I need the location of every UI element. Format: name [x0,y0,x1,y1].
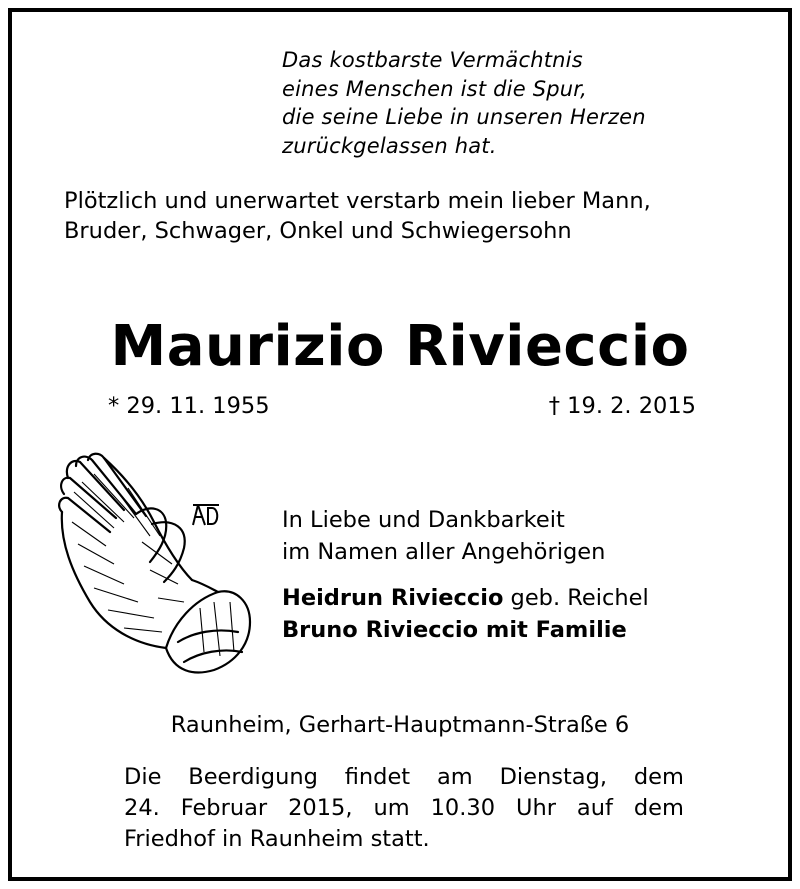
word: Dienstag, [499,764,608,790]
word: dem [633,795,684,821]
word: auf [576,795,613,821]
praying-hands-icon [54,452,254,677]
intro-line: Bruder, Schwager, Onkel und Schwiegersohn [64,218,572,244]
word: am [437,764,473,790]
mourner-names [282,582,649,646]
word: um [373,795,410,821]
word: 10.30 [430,795,496,821]
quote-line: die seine Liebe in unseren Herzen [282,105,646,129]
mourner-2-name: Bruno Rivieccio mit Familie [282,617,627,643]
funeral-line-2 [124,793,684,824]
word: dem [633,764,684,790]
word: findet [344,764,411,790]
word: 24. [124,795,160,821]
durer-monogram-icon [190,500,222,528]
address: Raunheim, Gerhart-Hauptmann-Straße 6 [170,712,630,738]
mourning-line: im Namen aller Angehörigen [282,539,606,565]
deceased-name: Maurizio Rivieccio [110,314,690,379]
funeral-info [124,762,684,855]
mourning-line: In Liebe und Dankbarkeit [282,507,565,533]
word: Uhr [515,795,556,821]
intro-line: Plötzlich und unerwartet verstarb mein lieber Mann, [64,188,651,214]
quote-line: Das kostbarste Vermächtnis [282,48,583,72]
mourner-1-name: Heidrun Rivieccio [282,585,504,611]
quote-line: zurückgelassen hat. [282,133,497,158]
memorial-quote [282,46,646,160]
death-announcement [64,186,651,246]
mourner-2 [282,614,649,646]
mourner-1 [282,582,649,614]
word: Beerdigung [188,764,318,790]
funeral-line-3: Friedhof in Raunheim statt. [124,826,430,852]
quote-line: eines Menschen ist die Spur, [282,76,588,101]
word: Februar [180,795,268,821]
word: 2015, [288,795,353,821]
word: Die [124,764,162,790]
death-date: † 19. 2. 2015 [548,393,696,419]
birth-date: * 29. 11. 1955 [108,393,270,419]
mourner-1-maiden-name: geb. Reichel [503,585,649,611]
mourning-message [282,504,605,568]
obituary-notice [8,8,792,881]
funeral-line-1 [124,762,684,793]
